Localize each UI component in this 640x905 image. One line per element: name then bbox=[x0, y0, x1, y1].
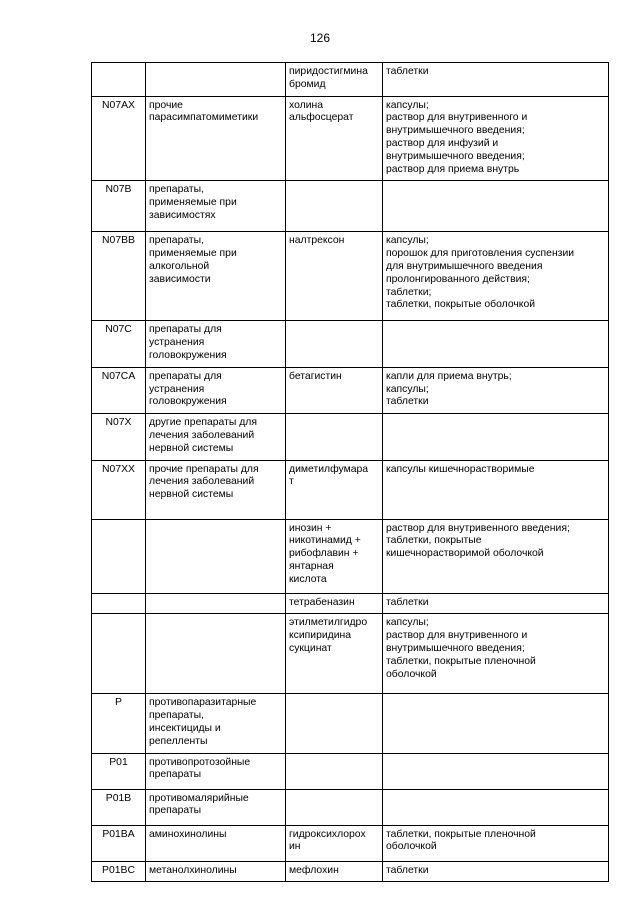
atc-code-cell bbox=[92, 861, 146, 882]
cell-text-line: применяемые при bbox=[149, 197, 237, 209]
cell-text-line: кислота bbox=[289, 573, 327, 585]
cell-text-line: т bbox=[289, 476, 294, 488]
cell-text-line: мефлохин bbox=[289, 864, 339, 876]
cell-text-line: инсектициды и bbox=[149, 722, 221, 734]
atc-code-cell bbox=[92, 414, 146, 460]
dosage-forms-cell bbox=[383, 694, 609, 753]
cell-text-line: P01BA bbox=[102, 828, 135, 840]
anatomical-group-cell bbox=[146, 460, 286, 519]
anatomical-group-cell bbox=[146, 367, 286, 413]
cell-text-line: внутримышечного введения; bbox=[386, 150, 525, 162]
atc-code-cell bbox=[92, 232, 146, 321]
cell-text-line: сукцинат bbox=[289, 642, 332, 654]
cell-text-line: лечения заболеваний bbox=[149, 429, 255, 441]
cell-text-line: нервной системы bbox=[149, 489, 234, 501]
drug-name-cell bbox=[286, 63, 383, 97]
cell-text-line: противопротозойные bbox=[149, 756, 251, 768]
drug-name-cell bbox=[286, 861, 383, 882]
cell-text-line: оболочкой bbox=[386, 841, 437, 853]
cell-text-line: зависимостях bbox=[149, 209, 216, 221]
drug-name-cell bbox=[286, 232, 383, 321]
drug-name-cell bbox=[286, 367, 383, 413]
cell-text-line: капсулы; bbox=[386, 383, 429, 395]
cell-text-line: капсулы; bbox=[386, 235, 429, 247]
drug-name-cell bbox=[286, 753, 383, 789]
atc-code-cell bbox=[92, 694, 146, 753]
drug-name-cell bbox=[286, 96, 383, 181]
dosage-forms-cell bbox=[383, 460, 609, 519]
table-row bbox=[92, 519, 609, 593]
table-row bbox=[92, 367, 609, 413]
anatomical-group-cell bbox=[146, 861, 286, 882]
cell-text-line: зависимости bbox=[149, 273, 211, 285]
cell-text-line: P bbox=[115, 697, 122, 709]
cell-text-line: таблетки, покрытые пленочной bbox=[386, 655, 536, 667]
cell-text-line: гидроксихлорох bbox=[289, 828, 366, 840]
dosage-forms-cell bbox=[383, 825, 609, 861]
dosage-forms-cell bbox=[383, 414, 609, 460]
cell-text-line: альфосцерат bbox=[289, 112, 354, 124]
cell-text-line: раствор для приема внутрь bbox=[386, 163, 520, 175]
cell-text-line: бетагистин bbox=[289, 370, 342, 382]
cell-text-line: ксипиридина bbox=[289, 630, 352, 642]
cell-text-line: никотинамид + bbox=[289, 535, 361, 547]
dosage-forms-cell bbox=[383, 614, 609, 694]
table-row bbox=[92, 614, 609, 694]
table-row bbox=[92, 825, 609, 861]
cell-text-line: бромид bbox=[289, 78, 326, 90]
cell-text-line: препараты bbox=[149, 805, 202, 817]
cell-text-line: рибофлавин + bbox=[289, 548, 359, 560]
anatomical-group-cell bbox=[146, 753, 286, 789]
anatomical-group-cell bbox=[146, 232, 286, 321]
atc-code-cell bbox=[92, 614, 146, 694]
page-number: 126 bbox=[309, 31, 331, 45]
cell-text-line: раствор для внутривенного и bbox=[386, 630, 528, 642]
dosage-forms-cell bbox=[383, 861, 609, 882]
cell-text-line: тетрабеназин bbox=[289, 596, 355, 608]
atc-code-cell bbox=[92, 593, 146, 614]
cell-text-line: капли для приема внутрь; bbox=[386, 370, 512, 382]
cell-text-line: устранения bbox=[149, 337, 205, 349]
cell-text-line: кишечнорастворимой оболочкой bbox=[386, 548, 544, 560]
cell-text-line: таблетки, покрытые оболочкой bbox=[386, 299, 536, 311]
cell-text-line: этилметилгидро bbox=[289, 617, 368, 629]
table-row bbox=[92, 232, 609, 321]
cell-text-line: раствор для внутривенного введения; bbox=[386, 522, 570, 534]
cell-text-line: алкогольной bbox=[149, 260, 210, 272]
atc-code-cell bbox=[92, 460, 146, 519]
cell-text-line: головокружения bbox=[149, 396, 227, 408]
cell-text-line: для внутримышечного введения bbox=[386, 260, 543, 272]
table-row bbox=[92, 460, 609, 519]
cell-text-line: препараты для bbox=[149, 324, 222, 336]
anatomical-group-cell bbox=[146, 519, 286, 593]
table-row bbox=[92, 861, 609, 882]
cell-text-line: противомалярийные bbox=[149, 792, 249, 804]
drug-name-cell bbox=[286, 825, 383, 861]
cell-text-line: P01 bbox=[109, 756, 128, 768]
cell-text-line: препараты, bbox=[149, 184, 205, 196]
cell-text-line: P01B bbox=[105, 792, 132, 804]
cell-text-line: устранения bbox=[149, 383, 205, 395]
cell-text-line: таблетки bbox=[386, 396, 429, 408]
cell-text-line: холина bbox=[289, 99, 324, 111]
cell-text-line: таблетки, покрытые пленочной bbox=[386, 828, 536, 840]
dosage-forms-cell bbox=[383, 753, 609, 789]
cell-text-line: прочие препараты для bbox=[149, 463, 259, 475]
table-row bbox=[92, 321, 609, 367]
cell-text-line: внутримышечного введения; bbox=[386, 642, 525, 654]
atc-code-cell bbox=[92, 519, 146, 593]
table-row bbox=[92, 753, 609, 789]
cell-text-line: нервной системы bbox=[149, 442, 234, 454]
anatomical-group-cell bbox=[146, 96, 286, 181]
cell-text-line: капсулы; bbox=[386, 617, 429, 629]
cell-text-line: таблетки, покрытые bbox=[386, 535, 482, 547]
drug-table bbox=[91, 62, 609, 882]
atc-code-cell bbox=[92, 367, 146, 413]
cell-text-line: раствор для внутривенного и bbox=[386, 112, 528, 124]
drug-name-cell bbox=[286, 614, 383, 694]
anatomical-group-cell bbox=[146, 789, 286, 825]
cell-text-line: применяемые при bbox=[149, 248, 237, 260]
drug-name-cell bbox=[286, 593, 383, 614]
anatomical-group-cell bbox=[146, 825, 286, 861]
atc-code-cell bbox=[92, 753, 146, 789]
atc-code-cell bbox=[92, 96, 146, 181]
cell-text-line: ин bbox=[289, 841, 301, 853]
table-row bbox=[92, 789, 609, 825]
cell-text-line: прочие bbox=[149, 99, 183, 111]
drug-name-cell bbox=[286, 694, 383, 753]
drug-name-cell bbox=[286, 460, 383, 519]
table-row bbox=[92, 181, 609, 232]
atc-code-cell bbox=[92, 825, 146, 861]
cell-text-line: таблетки bbox=[386, 596, 429, 608]
dosage-forms-cell bbox=[383, 321, 609, 367]
cell-text-line: N07AX bbox=[102, 99, 135, 111]
cell-text-line: порошок для приготовления суспензии bbox=[386, 248, 575, 260]
cell-text-line: N07BB bbox=[102, 235, 135, 247]
atc-code-cell bbox=[92, 321, 146, 367]
cell-text-line: препараты, bbox=[149, 710, 205, 722]
cell-text-line: N07X bbox=[105, 417, 132, 429]
anatomical-group-cell bbox=[146, 181, 286, 232]
anatomical-group-cell bbox=[146, 593, 286, 614]
cell-text-line: препараты для bbox=[149, 370, 222, 382]
cell-text-line: головокружения bbox=[149, 349, 227, 361]
drug-name-cell bbox=[286, 789, 383, 825]
cell-text-line: репелленты bbox=[149, 735, 208, 747]
table-row bbox=[92, 593, 609, 614]
cell-text-line: диметилфумара bbox=[289, 463, 369, 475]
anatomical-group-cell bbox=[146, 63, 286, 97]
dosage-forms-cell bbox=[383, 232, 609, 321]
atc-code-cell bbox=[92, 181, 146, 232]
table-row bbox=[92, 96, 609, 181]
cell-text-line: P01BC bbox=[102, 864, 135, 876]
drug-name-cell bbox=[286, 181, 383, 232]
cell-text-line: капсулы; bbox=[386, 99, 429, 111]
dosage-forms-cell bbox=[383, 367, 609, 413]
dosage-forms-cell bbox=[383, 181, 609, 232]
cell-text-line: таблетки bbox=[386, 66, 429, 77]
atc-code-cell bbox=[92, 789, 146, 825]
drug-name-cell bbox=[286, 321, 383, 367]
cell-text-line: метанолхинолины bbox=[149, 864, 237, 876]
cell-text-line: N07C bbox=[105, 324, 132, 336]
cell-text-line: капсулы кишечнорастворимые bbox=[386, 463, 535, 475]
cell-text-line: другие препараты для bbox=[149, 417, 257, 429]
dosage-forms-cell bbox=[383, 63, 609, 97]
table-row bbox=[92, 694, 609, 753]
cell-text-line: пиридостигмина bbox=[289, 66, 368, 77]
cell-text-line: противопаразитарные bbox=[149, 697, 257, 709]
cell-text-line: аминохинолины bbox=[149, 828, 227, 840]
cell-text-line: пролонгированного действия; bbox=[386, 273, 530, 285]
table-body bbox=[92, 63, 609, 882]
anatomical-group-cell bbox=[146, 614, 286, 694]
drug-name-cell bbox=[286, 414, 383, 460]
cell-text-line: таблетки bbox=[386, 864, 429, 876]
cell-text-line: раствор для инфузий и bbox=[386, 137, 499, 149]
cell-text-line: внутримышечного введения; bbox=[386, 125, 525, 137]
cell-text-line: инозин + bbox=[289, 522, 332, 534]
table-row bbox=[92, 63, 609, 97]
dosage-forms-cell bbox=[383, 593, 609, 614]
dosage-forms-cell bbox=[383, 789, 609, 825]
cell-text-line: оболочкой bbox=[386, 668, 437, 680]
atc-code-cell bbox=[92, 63, 146, 97]
cell-text-line: лечения заболеваний bbox=[149, 476, 255, 488]
anatomical-group-cell bbox=[146, 321, 286, 367]
dosage-forms-cell bbox=[383, 96, 609, 181]
cell-text-line: парасимпатомиметики bbox=[149, 112, 259, 124]
cell-text-line: препараты, bbox=[149, 235, 205, 247]
cell-text-line: N07B bbox=[105, 184, 132, 196]
cell-text-line: N07XX bbox=[102, 463, 135, 475]
dosage-forms-cell bbox=[383, 519, 609, 593]
anatomical-group-cell bbox=[146, 414, 286, 460]
cell-text-line: N07CA bbox=[101, 370, 136, 382]
cell-text-line: таблетки; bbox=[386, 286, 432, 298]
cell-text-line: налтрексон bbox=[289, 235, 345, 247]
anatomical-group-cell bbox=[146, 694, 286, 753]
table-row bbox=[92, 414, 609, 460]
cell-text-line: препараты bbox=[149, 769, 202, 781]
cell-text-line: янтарная bbox=[289, 560, 334, 572]
drug-name-cell bbox=[286, 519, 383, 593]
